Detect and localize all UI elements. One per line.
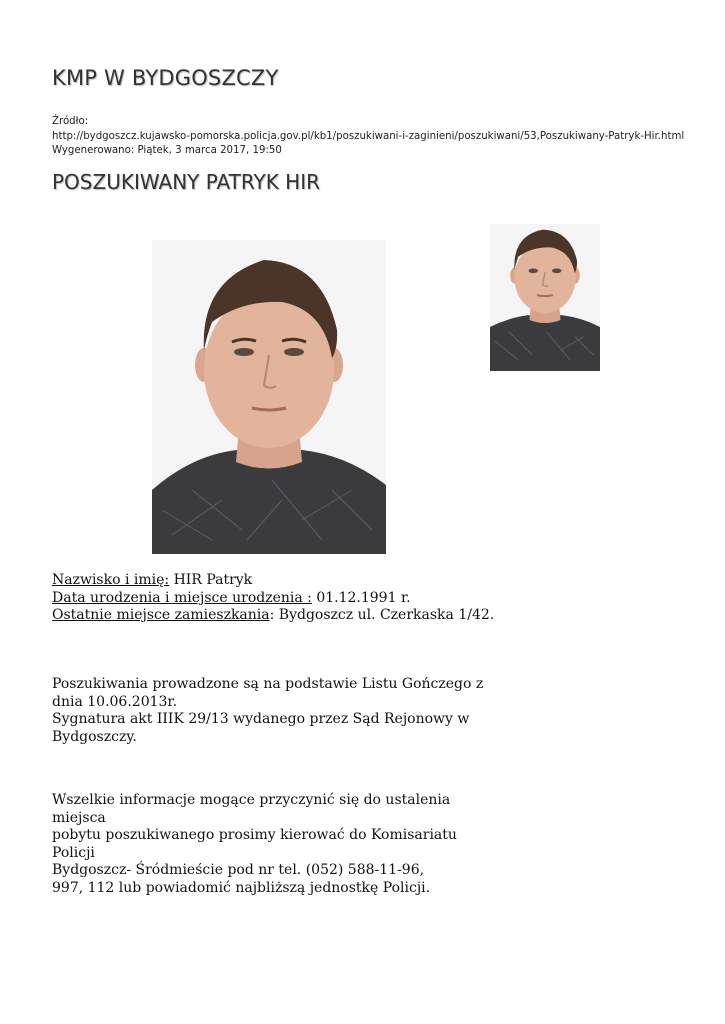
- contact-paragraph: [52, 792, 486, 897]
- generated-date: Wygenerowano: Piątek, 3 marca 2017, 19:50: [52, 145, 282, 156]
- residence-label: Ostatnie miejsce zamieszkania: [52, 607, 270, 623]
- warrant-line: dnia 10.06.2013r.: [52, 693, 178, 710]
- source-meta: [52, 115, 684, 159]
- warrant-line: Poszukiwania prowadzone są na podstawie Listu Gończego z: [52, 676, 484, 692]
- birth-value: 01.12.1991 r.: [311, 589, 411, 606]
- person-details: [52, 572, 494, 625]
- source-url[interactable]: http://bydgoszcz.kujawsko-pomorska.policja.gov.pl/kb1/poszukiwani-i-zaginieni/poszukiwani/53,Poszukiwany-Patryk-Hir.html: [52, 130, 685, 142]
- page-title: KMP W BYDGOSZCZY: [52, 66, 279, 90]
- warrant-paragraph: [52, 676, 486, 746]
- name-label: Nazwisko i imię:: [52, 572, 170, 588]
- name-value: HIR Patryk: [169, 572, 253, 588]
- contact-line: Wszelkie informacje mogące przyczynić się do ustalenia miejsca: [52, 792, 451, 826]
- birth-label: Data urodzenia i miejsce urodzenia :: [52, 589, 312, 606]
- residence-value: : Bydgoszcz ul. Czerkaska 1/42.: [269, 607, 495, 623]
- portrait-photo-large: [152, 240, 386, 554]
- warrant-line: Bydgoszczy.: [52, 728, 137, 745]
- portrait-photo-small: [490, 224, 600, 371]
- source-label: Źródło:: [52, 116, 89, 127]
- warrant-line: Sygnatura akt IIIK 29/13 wydanego przez Sąd Rejonowy w: [52, 711, 470, 727]
- contact-line: Bydgoszcz- Śródmieście pod nr tel. (052) 588-11-96,: [52, 862, 425, 878]
- contact-line: pobytu poszukiwanego prosimy kierować do Komisariatu Policji: [52, 827, 457, 861]
- article-title: POSZUKIWANY PATRYK HIR: [52, 170, 321, 194]
- residence-row: [52, 607, 494, 625]
- contact-line: 997, 112 lub powiadomić najbliższą jednostkę Policji.: [52, 879, 431, 896]
- name-row: [52, 572, 494, 590]
- birth-row: [52, 590, 494, 608]
